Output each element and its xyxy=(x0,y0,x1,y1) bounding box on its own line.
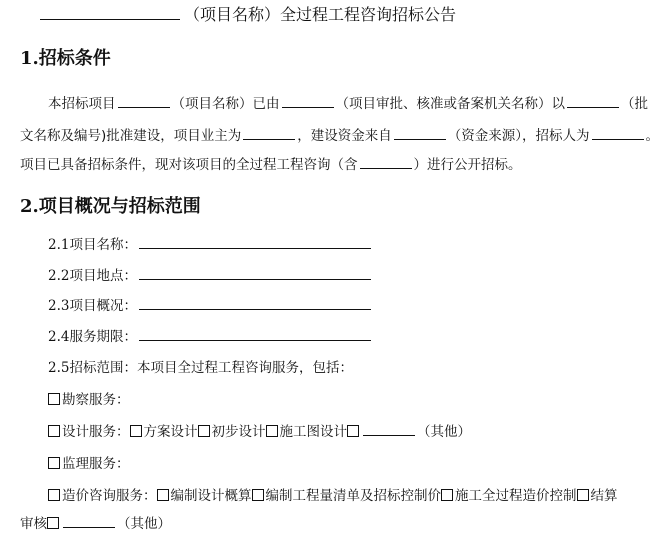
checkbox-scheme-design[interactable] xyxy=(130,425,142,437)
checkbox-design-other[interactable] xyxy=(347,425,359,437)
checkbox-settlement[interactable] xyxy=(577,489,589,501)
field-project-overview: 2.3项目概况： xyxy=(48,294,371,314)
checkbox-cost-other[interactable] xyxy=(47,517,59,529)
section1-line3: 项目已具备招标条件，现对该项目的全过程工程咨询（含 ）进行公开招标。 xyxy=(20,157,522,173)
checkbox-bill-of-quantities[interactable] xyxy=(252,489,264,501)
option-supervision: 监理服务： xyxy=(48,452,130,472)
field-project-location: 2.2项目地点： xyxy=(48,264,371,284)
section1-line1: 本招标项目 （项目名称）已由 （项目审批、核准或备案机关名称）以 （批 xyxy=(48,96,648,112)
section1-line2: 文名称及编号)批准建设，项目业主为 ，建设资金来自 （资金来源），招标人为 。 xyxy=(20,128,659,144)
title-text: （项目名称）全过程工程咨询招标公告 xyxy=(184,5,457,24)
checkbox-cost-consulting[interactable] xyxy=(48,489,60,501)
field-project-name: 2.1项目名称： xyxy=(48,233,371,253)
field-service-period: 2.4服务期限： xyxy=(48,325,371,345)
option-design: 设计服务： 方案设计 初步设计 施工图设计 （其他） xyxy=(48,420,471,440)
checkbox-construction-drawing[interactable] xyxy=(266,425,278,437)
section1-heading: 1.招标条件 xyxy=(20,48,111,69)
checkbox-design[interactable] xyxy=(48,425,60,437)
option-survey: 勘察服务： xyxy=(48,388,130,408)
checkbox-construction-cost-control[interactable] xyxy=(441,489,453,501)
document-title xyxy=(40,2,456,25)
checkbox-preliminary-design[interactable] xyxy=(198,425,210,437)
option-cost-line2: 审核 （其他） xyxy=(20,516,171,532)
option-cost-consulting: 造价咨询服务： 编制设计概算 编制工程量清单及招标控制价 施工全过程造价控制 结算 xyxy=(48,484,618,504)
blank-project-name xyxy=(40,18,180,20)
section2-heading: 2.项目概况与招标范围 xyxy=(20,196,201,217)
checkbox-design-estimate[interactable] xyxy=(157,489,169,501)
scope-line: 2.5招标范围：本项目全过程工程咨询服务，包括： xyxy=(48,360,353,376)
checkbox-survey[interactable] xyxy=(48,393,60,405)
checkbox-supervision[interactable] xyxy=(48,457,60,469)
